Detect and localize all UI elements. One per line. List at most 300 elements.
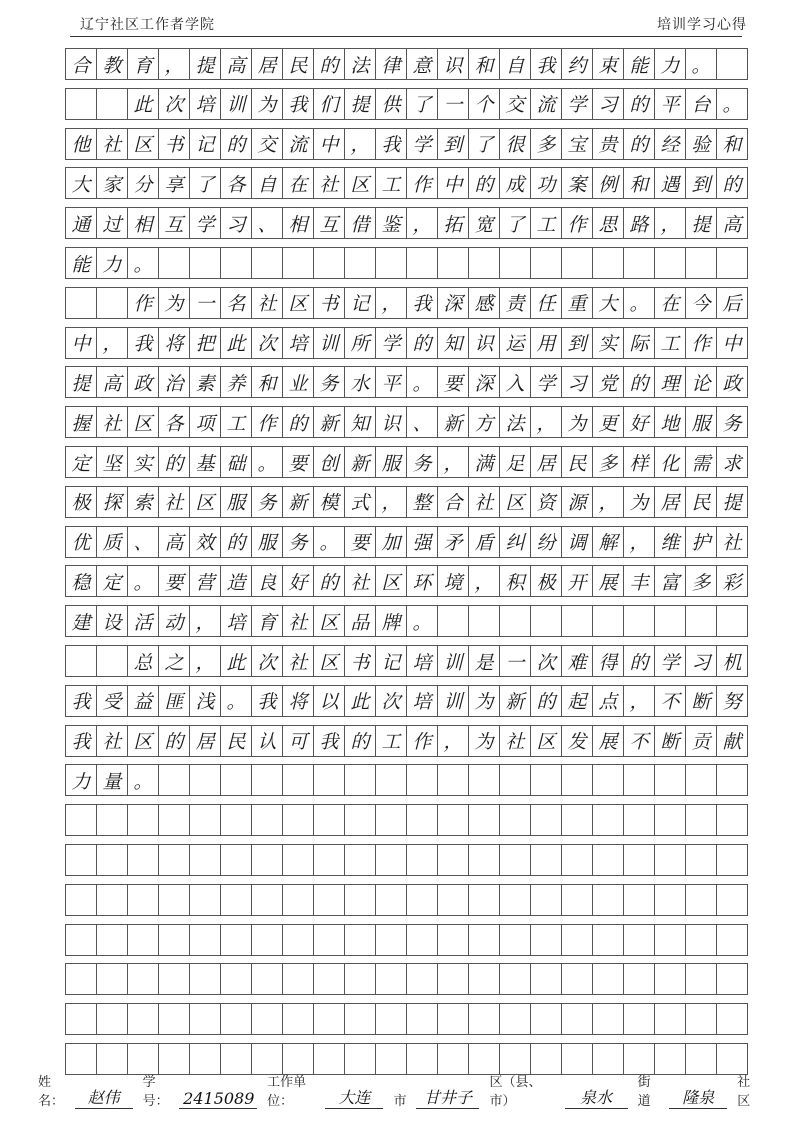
grid-cell: 过 (96, 207, 128, 239)
grid-cell (220, 247, 252, 279)
grid-cell: 务 (282, 526, 314, 558)
grid-cell (499, 605, 531, 637)
grid-cell: 积 (499, 565, 531, 597)
grid-cell: 服 (375, 446, 407, 478)
grid-cell (189, 1043, 221, 1075)
grid-cell: 到 (437, 128, 469, 160)
grid-cell (716, 924, 748, 956)
grid-cell (189, 884, 221, 916)
grid-cell: 优 (65, 526, 97, 558)
grid-cell (251, 884, 283, 916)
grid-cell: 培 (406, 685, 438, 717)
grid-cell: 作 (685, 327, 717, 359)
grid-cell: 和 (468, 48, 500, 80)
grid-cell: 定 (65, 446, 97, 478)
grid-cell (65, 963, 97, 995)
grid-cell (654, 884, 686, 916)
grid-cell: 的 (623, 366, 655, 398)
grid-cell: 社 (313, 167, 345, 199)
grid-cell: 理 (654, 366, 686, 398)
grid-cell: 极 (65, 486, 97, 518)
community-value: 隆泉 (669, 1085, 727, 1109)
grid-cell (592, 804, 624, 836)
grid-cell: 新 (282, 486, 314, 518)
grid-cell: 素 (189, 366, 221, 398)
grid-cell (158, 247, 190, 279)
grid-cell: 方 (468, 406, 500, 438)
grid-cell: 展 (592, 565, 624, 597)
grid-cell (468, 1003, 500, 1035)
grid-cell: 建 (65, 605, 97, 637)
grid-cell: 项 (189, 406, 221, 438)
grid-cell (220, 924, 252, 956)
grid-cell (406, 247, 438, 279)
grid-cell (592, 963, 624, 995)
grid-cell: 区 (499, 486, 531, 518)
grid-cell: 我 (251, 685, 283, 717)
grid-cell: 、 (127, 526, 159, 558)
grid-cell (437, 1003, 469, 1035)
grid-cell: 和 (623, 167, 655, 199)
city-suffix: 市 (393, 1094, 407, 1109)
grid-cell (561, 1043, 593, 1075)
grid-cell (282, 924, 314, 956)
grid-cell: 社 (499, 725, 531, 757)
grid-cell: 教 (96, 48, 128, 80)
grid-cell (685, 764, 717, 796)
grid-cell: 的 (530, 685, 562, 717)
grid-cell (375, 1003, 407, 1035)
grid-cell: 富 (654, 565, 686, 597)
grid-cell (685, 804, 717, 836)
grid-cell (65, 804, 97, 836)
grid-cell: 台 (685, 88, 717, 120)
grid-cell: 律 (375, 48, 407, 80)
grid-cell: 的 (158, 446, 190, 478)
grid-cell (189, 963, 221, 995)
grid-cell: 浅 (189, 685, 221, 717)
grid-cell: 民 (220, 725, 252, 757)
grid-cell: 需 (685, 446, 717, 478)
grid-cell: ， (437, 446, 469, 478)
grid-cell: ， (592, 486, 624, 518)
grid-cell (313, 247, 345, 279)
grid-cell (499, 844, 531, 876)
grid-cell (468, 605, 500, 637)
grid-cell: 的 (406, 327, 438, 359)
grid-cell (592, 1043, 624, 1075)
grid-cell: 工 (220, 406, 252, 438)
grid-cell (592, 764, 624, 796)
grid-cell: 业 (282, 366, 314, 398)
grid-cell: 了 (499, 207, 531, 239)
grid-cell (158, 764, 190, 796)
community-suffix: 社区 (737, 1075, 751, 1109)
grid-cell: 我 (375, 128, 407, 160)
work-unit-label: 工作单位： (267, 1075, 307, 1109)
grid-cell: 。 (127, 247, 159, 279)
grid-cell (158, 804, 190, 836)
grid-cell (282, 247, 314, 279)
grid-cell: 路 (623, 207, 655, 239)
grid-cell (189, 764, 221, 796)
grid-cell (375, 963, 407, 995)
grid-cell (530, 804, 562, 836)
grid-cell: 境 (437, 565, 469, 597)
grid-cell: 展 (592, 725, 624, 757)
grid-cell: 。 (127, 565, 159, 597)
grid-cell: 纠 (499, 526, 531, 558)
grid-cell: 社 (96, 128, 128, 160)
grid-cell: 的 (158, 725, 190, 757)
grid-cell: 约 (561, 48, 593, 80)
grid-cell: 服 (685, 406, 717, 438)
grid-cell (344, 963, 376, 995)
grid-cell: 实 (127, 446, 159, 478)
grid-cell: 识 (437, 48, 469, 80)
grid-cell (437, 884, 469, 916)
grid-cell (251, 804, 283, 836)
grid-cell: 提 (344, 88, 376, 120)
grid-cell: 整 (406, 486, 438, 518)
grid-cell (654, 605, 686, 637)
grid-cell: 次 (251, 645, 283, 677)
grid-cell: 的 (716, 167, 748, 199)
grid-cell: 发 (561, 725, 593, 757)
grid-cell: 提 (716, 486, 748, 518)
grid-cell: ， (623, 685, 655, 717)
grid-cell: 定 (96, 565, 128, 597)
grid-cell: 此 (220, 327, 252, 359)
grid-cell: 个 (468, 88, 500, 120)
grid-cell: 了 (406, 88, 438, 120)
grid-cell: 自 (499, 48, 531, 80)
grid-cell (375, 884, 407, 916)
grid-cell: 例 (592, 167, 624, 199)
grid-cell: 中 (716, 327, 748, 359)
grid-cell: 护 (685, 526, 717, 558)
grid-cell: 社 (468, 486, 500, 518)
grid-cell: 将 (158, 327, 190, 359)
grid-paper (65, 48, 747, 1083)
district-value: 甘井子 (416, 1085, 479, 1109)
grid-cell (654, 963, 686, 995)
grid-cell (716, 963, 748, 995)
grid-cell: 政 (716, 366, 748, 398)
grid-cell: 论 (685, 366, 717, 398)
grid-cell: 交 (251, 128, 283, 160)
grid-cell (251, 764, 283, 796)
grid-cell: 区 (127, 406, 159, 438)
grid-cell: 今 (685, 287, 717, 319)
grid-cell: 通 (65, 207, 97, 239)
grid-cell (251, 963, 283, 995)
grid-cell: 匪 (158, 685, 190, 717)
grid-cell: 。 (685, 48, 717, 80)
grid-cell: 的 (220, 128, 252, 160)
grid-cell: 维 (654, 526, 686, 558)
grid-cell: 案 (561, 167, 593, 199)
student-id-label: 学号： (142, 1075, 169, 1109)
grid-cell: 解 (592, 526, 624, 558)
grid-cell (96, 645, 128, 677)
grid-cell: 深 (437, 287, 469, 319)
grid-cell: ， (530, 406, 562, 438)
grid-cell: 调 (561, 526, 593, 558)
grid-cell (375, 924, 407, 956)
grid-cell: 探 (96, 486, 128, 518)
grid-cell (406, 1003, 438, 1035)
grid-cell: 好 (282, 565, 314, 597)
grid-cell: 借 (344, 207, 376, 239)
grid-cell: 运 (499, 327, 531, 359)
grid-cell (592, 247, 624, 279)
grid-cell: 握 (65, 406, 97, 438)
grid-cell (499, 963, 531, 995)
grid-cell (716, 605, 748, 637)
grid-cell (96, 1043, 128, 1075)
grid-cell (220, 1043, 252, 1075)
grid-cell (623, 884, 655, 916)
grid-cell: 社 (158, 486, 190, 518)
grid-cell (282, 764, 314, 796)
grid-cell: 相 (127, 207, 159, 239)
grid-cell: 的 (623, 645, 655, 677)
grid-cell: 们 (313, 88, 345, 120)
grid-cell: 分 (127, 167, 159, 199)
grid-cell: 民 (282, 48, 314, 80)
grid-cell (189, 247, 221, 279)
grid-cell (592, 605, 624, 637)
grid-cell (499, 804, 531, 836)
grid-cell (685, 247, 717, 279)
grid-cell (127, 884, 159, 916)
grid-cell (623, 764, 655, 796)
grid-cell: 。 (313, 526, 345, 558)
grid-cell: 次 (530, 645, 562, 677)
grid-cell: 大 (592, 287, 624, 319)
grid-cell: 创 (313, 446, 345, 478)
grid-cell (623, 804, 655, 836)
grid-cell: ， (406, 207, 438, 239)
grid-cell: 动 (158, 605, 190, 637)
grid-cell: 环 (406, 565, 438, 597)
grid-cell: 入 (499, 366, 531, 398)
grid-cell: 的 (282, 406, 314, 438)
grid-cell: 。 (251, 446, 283, 478)
grid-cell (375, 764, 407, 796)
street-suffix: 街道 (637, 1075, 651, 1109)
grid-cell: 所 (344, 327, 376, 359)
grid-cell (561, 247, 593, 279)
grid-cell: 要 (158, 565, 190, 597)
grid-cell (282, 1003, 314, 1035)
grid-cell: 我 (313, 725, 345, 757)
grid-cell (654, 804, 686, 836)
grid-cell: 础 (220, 446, 252, 478)
grid-cell (96, 884, 128, 916)
grid-cell (499, 247, 531, 279)
grid-cell: 新 (437, 406, 469, 438)
grid-cell (220, 844, 252, 876)
grid-cell: 学 (189, 207, 221, 239)
grid-cell: 流 (282, 128, 314, 160)
grid-cell: 重 (561, 287, 593, 319)
grid-cell: 党 (592, 366, 624, 398)
grid-cell: 社 (282, 645, 314, 677)
grid-cell (375, 844, 407, 876)
grid-cell (127, 963, 159, 995)
grid-cell: 在 (654, 287, 686, 319)
grid-cell: 区 (127, 128, 159, 160)
grid-cell: 各 (158, 406, 190, 438)
grid-cell (468, 247, 500, 279)
grid-cell (313, 1003, 345, 1035)
grid-cell (437, 804, 469, 836)
grid-cell: 居 (251, 48, 283, 80)
grid-cell (375, 804, 407, 836)
grid-cell (313, 804, 345, 836)
grid-cell (437, 963, 469, 995)
grid-cell (530, 247, 562, 279)
grid-cell (220, 884, 252, 916)
grid-cell (716, 764, 748, 796)
grid-cell: 力 (96, 247, 128, 279)
grid-cell: 培 (406, 645, 438, 677)
grid-cell (96, 804, 128, 836)
grid-cell: 务 (716, 406, 748, 438)
grid-cell: 力 (654, 48, 686, 80)
grid-cell (282, 884, 314, 916)
grid-cell: 学 (406, 128, 438, 160)
grid-cell: 合 (65, 48, 97, 80)
grid-cell: 矛 (437, 526, 469, 558)
grid-cell: 为 (158, 287, 190, 319)
grid-cell (344, 1043, 376, 1075)
grid-cell: 际 (623, 327, 655, 359)
grid-cell: 更 (592, 406, 624, 438)
grid-cell (530, 924, 562, 956)
grid-cell: 源 (561, 486, 593, 518)
grid-cell: 很 (499, 128, 531, 160)
grid-cell (406, 844, 438, 876)
grid-cell: ， (189, 605, 221, 637)
grid-cell (685, 844, 717, 876)
grid-cell (530, 764, 562, 796)
grid-cell: ， (375, 287, 407, 319)
grid-cell (623, 924, 655, 956)
grid-cell: 极 (530, 565, 562, 597)
grid-cell: 区 (127, 725, 159, 757)
grid-cell: 拓 (437, 207, 469, 239)
grid-cell (96, 1003, 128, 1035)
grid-cell (251, 247, 283, 279)
grid-cell: 自 (251, 167, 283, 199)
grid-cell (468, 963, 500, 995)
grid-cell: 认 (251, 725, 283, 757)
grid-cell: 知 (344, 406, 376, 438)
grid-cell: 训 (220, 88, 252, 120)
grid-cell (220, 1003, 252, 1035)
grid-cell: 责 (499, 287, 531, 319)
grid-cell: 多 (530, 128, 562, 160)
grid-cell: 难 (561, 645, 593, 677)
grid-cell: 模 (313, 486, 345, 518)
grid-cell: 到 (561, 327, 593, 359)
grid-cell: 水 (344, 366, 376, 398)
grid-cell: 到 (685, 167, 717, 199)
grid-cell (654, 844, 686, 876)
grid-cell (716, 884, 748, 916)
grid-cell (530, 884, 562, 916)
grid-cell (251, 924, 283, 956)
grid-cell: 束 (592, 48, 624, 80)
grid-cell: 学 (375, 327, 407, 359)
grid-cell: 我 (65, 725, 97, 757)
grid-cell: 名 (220, 287, 252, 319)
grid-cell: ， (437, 725, 469, 757)
grid-cell (685, 605, 717, 637)
grid-cell (561, 804, 593, 836)
grid-cell: 提 (65, 366, 97, 398)
grid-cell: 加 (375, 526, 407, 558)
grid-cell (251, 1003, 283, 1035)
grid-cell (499, 924, 531, 956)
grid-cell: 彩 (716, 565, 748, 597)
grid-cell: 区 (530, 725, 562, 757)
grid-cell (592, 844, 624, 876)
grid-cell: 训 (313, 327, 345, 359)
grid-cell (189, 1003, 221, 1035)
grid-cell (716, 804, 748, 836)
grid-cell: 机 (716, 645, 748, 677)
grid-cell: 我 (282, 88, 314, 120)
grid-cell: 工 (375, 725, 407, 757)
grid-cell (437, 764, 469, 796)
grid-cell (592, 924, 624, 956)
grid-cell: 习 (561, 366, 593, 398)
grid-cell (282, 804, 314, 836)
grid-cell (468, 804, 500, 836)
grid-cell: 育 (127, 48, 159, 80)
grid-cell: 起 (561, 685, 593, 717)
grid-cell (220, 963, 252, 995)
grid-cell: 享 (158, 167, 190, 199)
grid-cell: 样 (623, 446, 655, 478)
grid-cell: 育 (251, 605, 283, 637)
grid-cell: 学 (530, 366, 562, 398)
grid-cell: 习 (220, 207, 252, 239)
grid-cell: 基 (189, 446, 221, 478)
grid-cell (530, 1003, 562, 1035)
grid-cell (468, 884, 500, 916)
grid-cell (96, 963, 128, 995)
grid-cell: 多 (685, 565, 717, 597)
grid-cell: 纷 (530, 526, 562, 558)
grid-cell: 法 (499, 406, 531, 438)
grid-cell (158, 884, 190, 916)
grid-cell: 作 (406, 725, 438, 757)
grid-cell: 和 (716, 128, 748, 160)
grid-cell (375, 247, 407, 279)
grid-cell: 把 (189, 327, 221, 359)
grid-cell: ， (623, 526, 655, 558)
grid-cell (313, 924, 345, 956)
grid-cell: 供 (375, 88, 407, 120)
grid-cell: 平 (375, 366, 407, 398)
grid-cell: 服 (251, 526, 283, 558)
grid-cell (313, 844, 345, 876)
